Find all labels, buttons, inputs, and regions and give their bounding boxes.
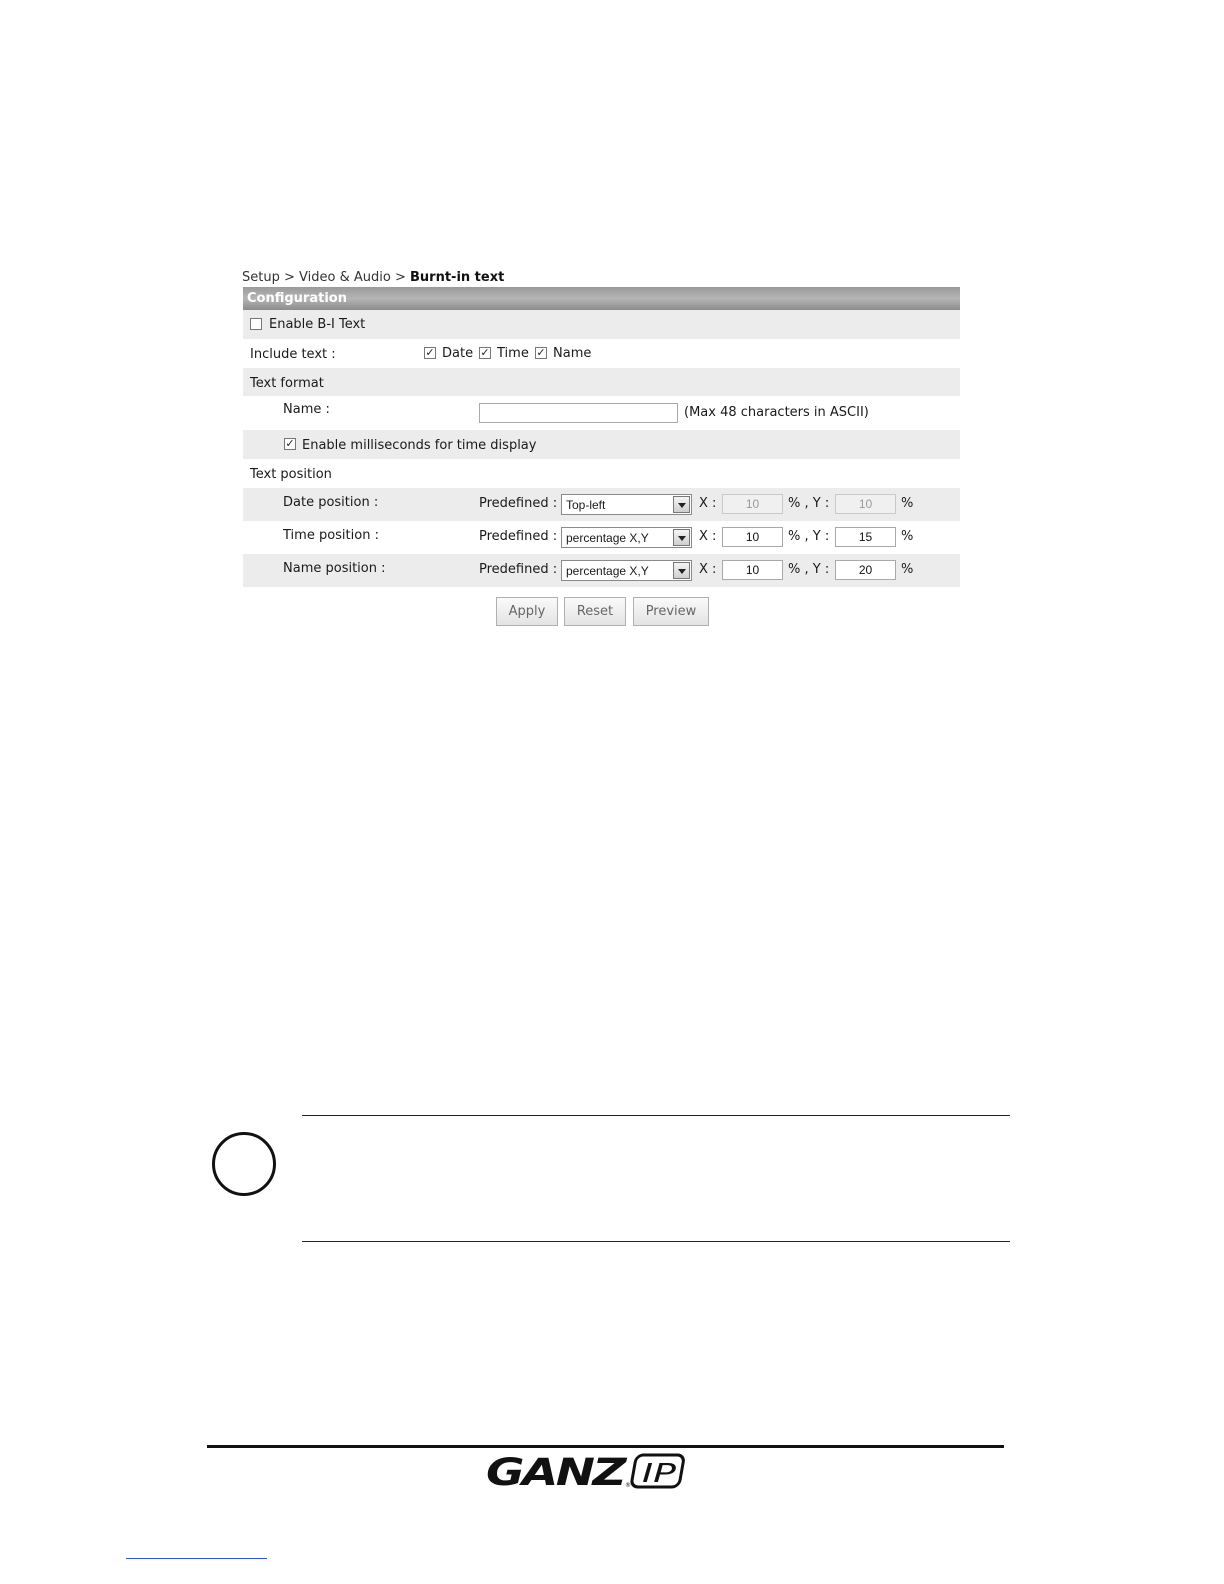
name-predefined-label: Predefined : xyxy=(479,562,558,577)
footer-rule xyxy=(207,1445,1004,1448)
text-position-section xyxy=(243,459,960,487)
apply-button[interactable]: Apply xyxy=(496,597,558,626)
milliseconds-label: Enable milliseconds for time display xyxy=(302,438,537,453)
name-y-percent: % xyxy=(901,562,914,577)
include-time-label: Time xyxy=(497,346,529,361)
chevron-down-icon[interactable] xyxy=(673,496,690,513)
ganz-ip-logo xyxy=(486,1452,690,1496)
svg-text:GANZ: GANZ xyxy=(486,1452,629,1492)
time-x-input[interactable]: 10 xyxy=(722,527,783,547)
time-position-row xyxy=(243,521,960,554)
enable-bi-text-label: Enable B-I Text xyxy=(269,317,366,332)
name-row xyxy=(243,396,960,429)
chevron-down-icon[interactable] xyxy=(673,529,690,546)
enable-bi-text-row xyxy=(243,310,960,339)
info-icon xyxy=(212,1132,276,1196)
breadcrumb-setup[interactable]: Setup xyxy=(242,270,280,285)
preview-button[interactable]: Preview xyxy=(633,597,709,626)
text-format-section xyxy=(243,368,960,396)
breadcrumb-separator: > xyxy=(394,270,406,285)
time-position-select-value: percentage X,Y xyxy=(566,531,649,545)
enable-bi-text-checkbox[interactable] xyxy=(250,318,262,330)
configuration-header xyxy=(243,287,960,310)
date-y-input[interactable]: 10 xyxy=(835,494,896,514)
include-text-row xyxy=(243,339,960,368)
breadcrumb-video-audio[interactable]: Video & Audio xyxy=(299,270,391,285)
time-y-label: % , Y : xyxy=(788,529,830,544)
time-predefined-label: Predefined : xyxy=(479,529,558,544)
date-predefined-label: Predefined : xyxy=(479,496,558,511)
breadcrumb-separator: > xyxy=(283,270,295,285)
time-position-select[interactable] xyxy=(561,527,692,548)
date-y-percent: % xyxy=(901,496,914,511)
name-label: Name : xyxy=(283,402,330,417)
time-y-percent: % xyxy=(901,529,914,544)
include-date-label: Date xyxy=(442,346,474,361)
include-date-checkbox[interactable]: ✓ xyxy=(425,346,435,359)
configuration-panel xyxy=(243,287,960,587)
svg-text:IP: IP xyxy=(642,1459,677,1489)
reset-button[interactable]: Reset xyxy=(564,597,626,626)
name-hint: (Max 48 characters in ASCII) xyxy=(684,405,869,420)
include-name-label: Name xyxy=(553,346,592,361)
name-position-row xyxy=(243,554,960,587)
text-position-label: Text position xyxy=(250,467,332,482)
name-y-label: % , Y : xyxy=(788,562,830,577)
name-position-select-value: percentage X,Y xyxy=(566,564,649,578)
name-position-select[interactable] xyxy=(561,560,692,581)
time-position-label: Time position : xyxy=(283,528,379,543)
date-x-input[interactable]: 10 xyxy=(722,494,783,514)
date-y-label: % , Y : xyxy=(788,496,830,511)
include-text-label: Include text : xyxy=(250,347,336,362)
date-position-select-value: Top-left xyxy=(566,498,606,512)
name-x-input[interactable]: 10 xyxy=(722,560,783,580)
name-y-input[interactable]: 20 xyxy=(835,560,896,580)
breadcrumb-current: Burnt-in text xyxy=(410,270,505,285)
configuration-title: Configuration xyxy=(247,291,347,306)
breadcrumb xyxy=(242,270,504,285)
date-position-label: Date position : xyxy=(283,495,379,510)
date-position-select[interactable] xyxy=(561,494,692,515)
time-x-label: X : xyxy=(699,529,717,544)
include-name-checkbox[interactable]: ✓ xyxy=(536,346,546,359)
note-bottom-rule xyxy=(302,1241,1010,1242)
date-position-row xyxy=(243,488,960,521)
text-format-label: Text format xyxy=(250,376,324,391)
name-input[interactable] xyxy=(479,403,678,423)
svg-text:®: ® xyxy=(625,1482,631,1489)
chevron-down-icon[interactable] xyxy=(673,562,690,579)
name-position-label: Name position : xyxy=(283,561,386,576)
date-x-label: X : xyxy=(699,496,717,511)
time-y-input[interactable]: 15 xyxy=(835,527,896,547)
note-top-rule xyxy=(302,1115,1010,1116)
milliseconds-row xyxy=(243,430,960,459)
milliseconds-checkbox[interactable]: ✓ xyxy=(285,437,295,450)
link-underline xyxy=(126,1558,267,1559)
name-x-label: X : xyxy=(699,562,717,577)
include-time-checkbox[interactable]: ✓ xyxy=(480,346,490,359)
